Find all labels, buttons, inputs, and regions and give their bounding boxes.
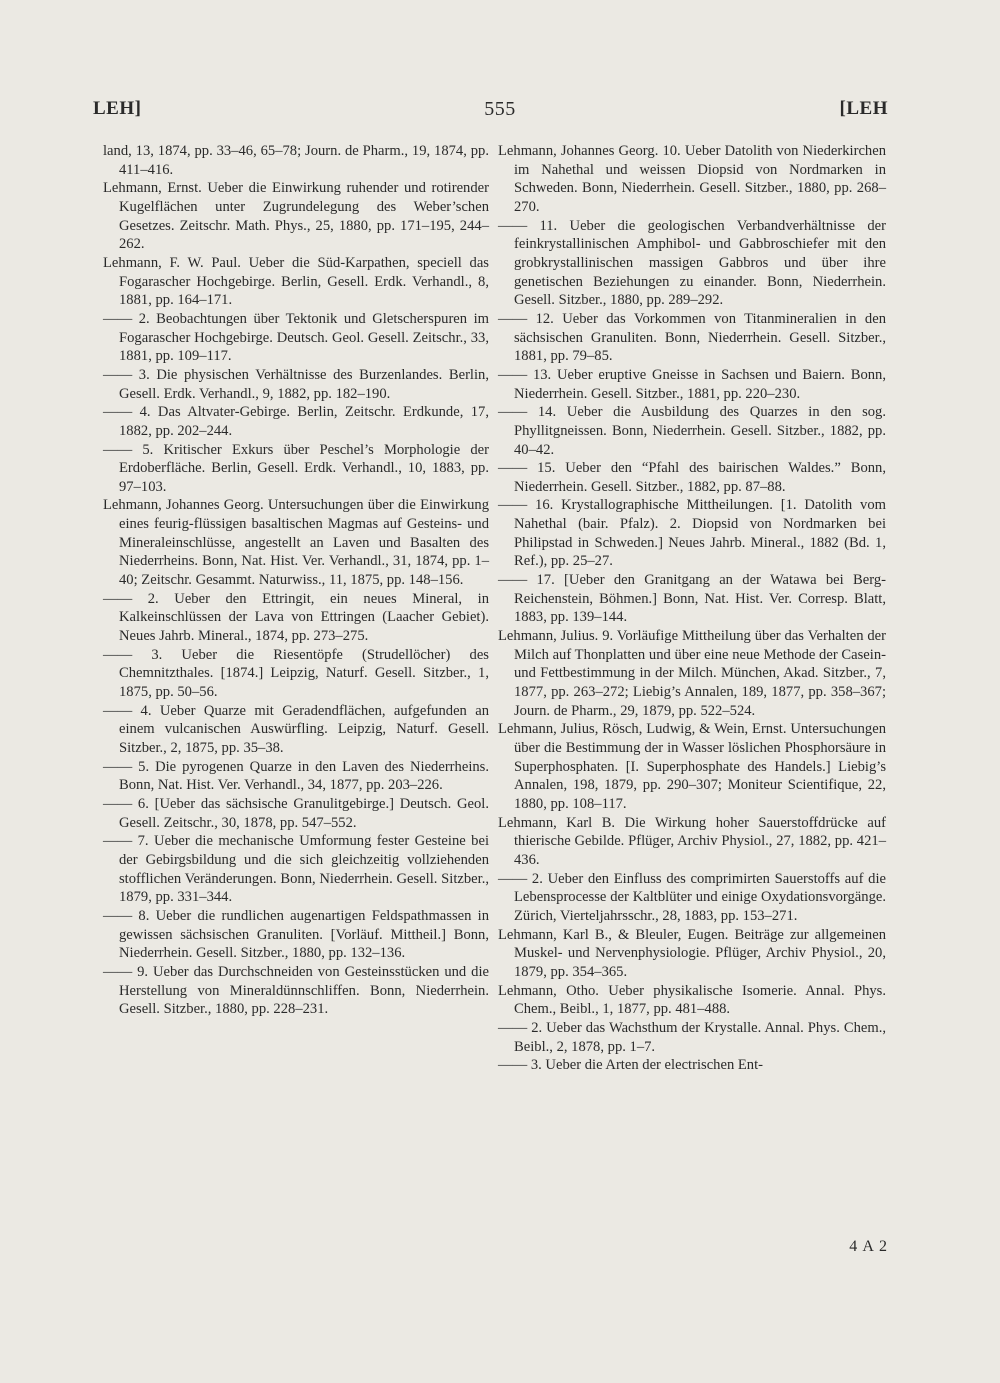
entry: —— 8. Ueber die rundlichen augenartigen Feldspathmassen in gewissen sächsischen Granuliten. [Vorläuf. Mittheil.] Bonn, Niederrhein. Gesell. Sitzber., 1880, pp. 132–136.	[103, 907, 489, 962]
entry: Lehmann, Johannes Georg. Untersuchungen über die Einwirkung eines feurig-flüssigen basaltischen Magmas auf Gesteins- und Mineraleinschlüsse, angestellt an Laven und Basalten des Niederrheins. Bonn, Nat. Hist. Ver. Verhandl., 31, 1874, pp. 1–40; Zeitschr. Gesammt. Naturwiss., 11, 1875, pp. 148–156.	[103, 497, 489, 589]
entry: Lehmann, Ernst. Ueber die Einwirkung ruhender und rotirender Kugelflächen unter Zugrundelegung des Weber’schen Gesetzes. Zeitschr. Math. Phys., 25, 1880, pp. 171–195, 244–262.	[103, 180, 489, 253]
entry: Lehmann, Karl B. Die Wirkung hoher Sauerstoffdrücke auf thierische Gebilde. Pflüger, Archiv Physiol., 27, 1882, pp. 421–436.	[498, 814, 886, 868]
entry: —— 2. Ueber den Einfluss des comprimirten Sauerstoffs auf die Lebensprocesse der Kaltblüter und einige Oxydationsvorgänge. Zürich, Vierteljahrsschr., 28, 1883, pp. 153–271.	[498, 870, 886, 924]
right-column	[498, 142, 886, 1075]
signature-mark: 4 A 2	[849, 1238, 888, 1255]
entry: —— 5. Die pyrogenen Quarze in den Laven des Niederrheins. Bonn, Nat. Hist. Ver. Verhandl., 34, 1877, pp. 203–226.	[103, 758, 489, 794]
page-number: 555	[484, 98, 516, 120]
entry: —— 17. [Ueber den Granitgang an der Watawa bei Berg-Reichenstein, Böhmen.] Bonn, Nat. Hist. Ver. Corresp. Blatt, 1883, pp. 139–144.	[498, 572, 886, 626]
entry: —— 14. Ueber die Ausbildung des Quarzes in den sog. Phyllitgneissen. Bonn, Niederrhein. Gesell. Sitzber., 1882, pp. 40–42.	[498, 404, 886, 458]
entry: —— 7. Ueber die mechanische Umformung fester Gesteine bei der Gebirgsbildung und die sich gleichzeitig vollziehenden stofflichen Veränderungen. Bonn, Niederrhein. Gesell. Sitzber., 1879, pp. 331–344.	[103, 833, 489, 906]
running-head-right: [LEH	[839, 98, 888, 119]
entry: Lehmann, F. W. Paul. Ueber die Süd-Karpathen, speciell das Fogarascher Hochgebirge. Berlin, Gesell. Erdk. Verhandl., 8, 1881, pp. 164–171.	[103, 254, 489, 309]
entry: —— 6. [Ueber das sächsische Granulitgebirge.] Deutsch. Geol. Gesell. Zeitschr., 30, 1878, pp. 547–552.	[103, 795, 489, 831]
entry: —— 4. Ueber Quarze mit Geradendflächen, aufgefunden an einem vulcanischen Auswürfling. Leipzig, Naturf. Gesell. Sitzber., 2, 1875, pp. 35–38.	[103, 702, 489, 756]
entry: —— 16. Krystallographische Mittheilungen. [1. Datolith vom Nahethal (bair. Pfalz). 2. Diopsid von Nordmarken bei Philipstad in Schweden.] Neues Jahrb. Mineral., 1882 (Bd. 1, Ref.), pp. 25–27.	[498, 497, 886, 570]
running-head-left: LEH]	[93, 98, 142, 119]
entry: —— 4. Das Altvater-Gebirge. Berlin, Zeitschr. Erdkunde, 17, 1882, pp. 202–244.	[103, 404, 489, 439]
entry: Lehmann, Julius. 9. Vorläufige Mittheilung über das Verhalten der Milch auf Thonplatten und über eine neue Methode der Casein- und Fettbestimmung in der Milch. München, Akad. Sitzber., 7, 1877, pp. 263–272; Liebig’s Annalen, 189, 1877, pp. 358–367; Journ. de Pharm., 29, 1879, pp. 522–524.	[498, 628, 886, 719]
entry: —— 3. Ueber die Arten der electrischen Ent-	[498, 1057, 764, 1074]
entry: —— 2. Ueber den Ettringit, ein neues Mineral, in Kalkeinschlüssen der Lava von Ettringen (Laacher Gebiet). Neues Jahrb. Mineral., 1874, pp. 273–275.	[103, 590, 489, 645]
entry: —— 9. Ueber das Durchschneiden von Gesteinsstücken und die Herstellung von Mineraldünnschliffen. Bonn, Niederrhein. Gesell. Sitzber., 1880, pp. 228–231.	[103, 963, 489, 1018]
entry: —— 3. Die physischen Verhältnisse des Burzenlandes. Berlin, Gesell. Erdk. Verhandl., 9, 1882, pp. 182–190.	[103, 366, 489, 402]
entry: Lehmann, Julius, Rösch, Ludwig, & Wein, Ernst. Untersuchungen über die Bestimmung der in Wasser löslichen Phosphorsäure in Superphosphaten. [I. Superphosphate des Handels.] Liebig’s Annalen, 198, 1879, pp. 290–307; Moniteur Scientifique, 22, 1880, pp. 108–117.	[498, 721, 886, 812]
entry: —— 2. Ueber das Wachsthum der Krystalle. Annal. Phys. Chem., Beibl., 2, 1878, pp. 1–7.	[498, 1019, 886, 1055]
entry: land, 13, 1874, pp. 33–46, 65–78; Journ. de Pharm., 19, 1874, pp. 411–416.	[103, 143, 489, 178]
entry: —— 2. Beobachtungen über Tektonik und Gletscherspuren im Fogarascher Hochgebirge. Deutsch. Geol. Gesell. Zeitschr., 33, 1881, pp. 109–117.	[103, 310, 489, 365]
entry: —— 13. Ueber eruptive Gneisse in Sachsen und Baiern. Bonn, Niederrhein. Gesell. Sitzber., 1881, pp. 220–230.	[498, 366, 886, 402]
entry: Lehmann, Otho. Ueber physikalische Isomerie. Annal. Phys. Chem., Beibl., 1, 1877, pp. 481–488.	[498, 982, 886, 1018]
entry: —— 15. Ueber den “Pfahl des bairischen Waldes.” Bonn, Niederrhein. Gesell. Sitzber., 1882, pp. 87–88.	[498, 460, 886, 495]
entry: —— 3. Ueber die Riesentöpfe (Strudellöcher) des Chemnitzthales. [1874.] Leipzig, Naturf. Gesell. Sitzber., 1, 1875, pp. 50–56.	[103, 646, 489, 701]
entry: —— 11. Ueber die geologischen Verbandverhältnisse der feinkrystallinischen Amphibol- und Gabbroschiefer mit den grobkrystallinischen massigen Gabbros und über ihre genetischen Beziehungen zu einander. Bonn, Niederrhein. Gesell. Sitzber., 1880, pp. 289–292.	[498, 217, 886, 309]
entry: —— 12. Ueber das Vorkommen von Titanmineralien in den sächsischen Granuliten. Bonn, Niederrhein. Gesell. Sitzber., 1881, pp. 79–85.	[498, 310, 886, 365]
left-column	[103, 142, 489, 1019]
entry: Lehmann, Johannes Georg. 10. Ueber Datolith von Niederkirchen im Nahethal und weissen Diopsid von Nordmarken in Schweden. Bonn, Niederrhein. Gesell. Sitzber., 1880, pp. 268–270.	[498, 143, 886, 215]
entry: Lehmann, Karl B., & Bleuler, Eugen. Beiträge zur allgemeinen Muskel- und Nervenphysiologie. Pflüger, Archiv Physiol., 20, 1879, pp. 354–365.	[498, 926, 886, 980]
entry: —— 5. Kritischer Exkurs über Peschel’s Morphologie der Erdoberfläche. Berlin, Gesell. Erdk. Verhandl., 10, 1883, pp. 97–103.	[103, 441, 489, 495]
